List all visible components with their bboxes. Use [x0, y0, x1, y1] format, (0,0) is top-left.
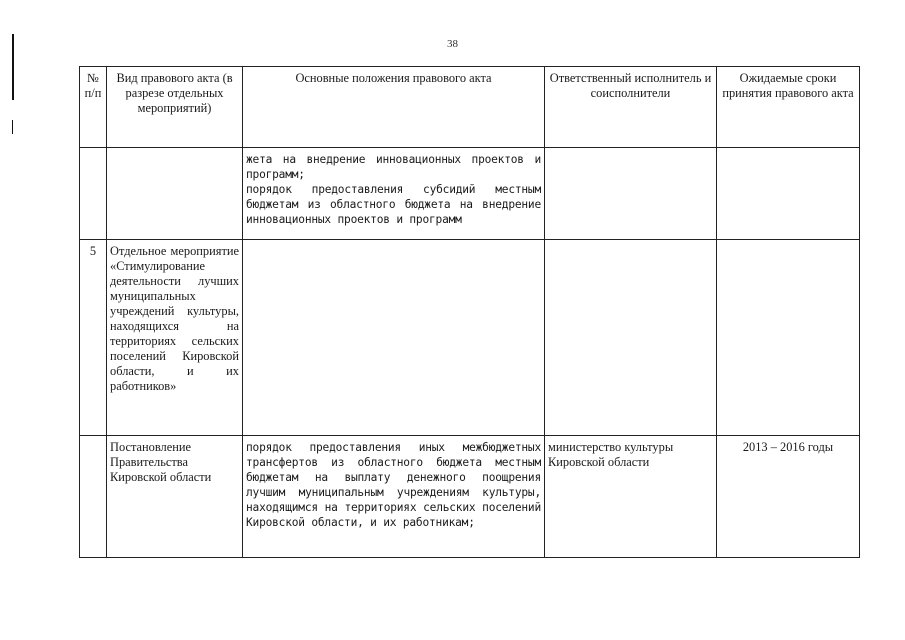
- header-provisions: Основные положения правового акта: [243, 67, 545, 148]
- table-row: [80, 148, 860, 240]
- header-number: № п/п: [80, 67, 107, 148]
- act-type-cell: Постановление Правительства Кировской области: [107, 436, 243, 558]
- deadline-cell: [717, 148, 860, 240]
- executor-cell: [545, 148, 717, 240]
- deadline-cell: [717, 240, 860, 436]
- row-number: 5: [80, 240, 107, 436]
- page-number: 38: [447, 38, 458, 50]
- provisions-cell: порядок предоставления иных межбюджетных трансфертов из областного бюджета местным бюджетам на выплату денежного поощрения лучшим муниципальным учреждениям культуры, находящимся на территориях сельских поселений Кировской области, и их работникам;: [243, 436, 545, 558]
- header-executor: Ответственный исполнитель и соисполнители: [545, 67, 717, 148]
- deadline-cell: 2013 – 2016 годы: [717, 436, 860, 558]
- header-deadline: Ожидаемые сроки принятия правового акта: [717, 67, 860, 148]
- executor-cell: [545, 240, 717, 436]
- executor-cell: министерство культуры Кировской области: [545, 436, 717, 558]
- row-number: [80, 436, 107, 558]
- act-type-cell: Отдельное мероприятие «Стимулирование деятельности лучших муниципальных учреждений культуры, находящихся на территориях сельских поселений Кировской области, и их работников»: [107, 240, 243, 436]
- legal-acts-table: [79, 66, 860, 558]
- table-row: [80, 436, 860, 558]
- table-header-row: [80, 67, 860, 148]
- provisions-cell: жета на внедрение инновационных проектов и программ; порядок предоставления субсидий местным бюджетам из областного бюджета на внедрение инновационных проектов и программ: [243, 148, 545, 240]
- table-row: [80, 240, 860, 436]
- act-type-cell: [107, 148, 243, 240]
- provisions-cell: [243, 240, 545, 436]
- row-number: [80, 148, 107, 240]
- scan-artifact-line: [12, 120, 13, 134]
- header-act-type: Вид правового акта (в разрезе отдельных мероприятий): [107, 67, 243, 148]
